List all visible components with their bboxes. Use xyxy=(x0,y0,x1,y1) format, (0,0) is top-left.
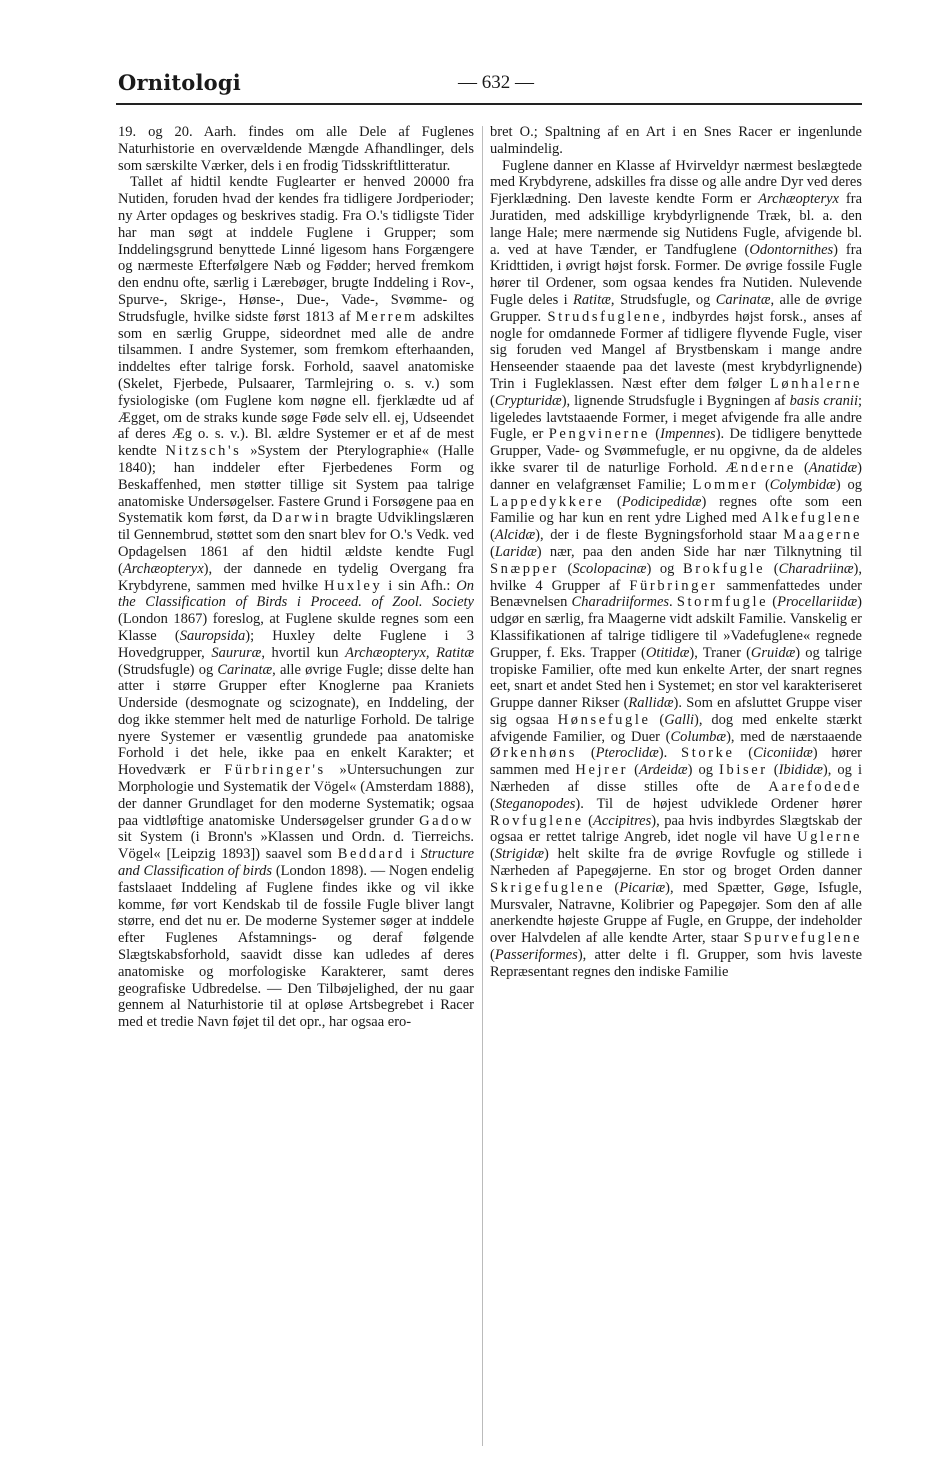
running-title: Ornitologi xyxy=(118,70,241,95)
paragraph: bret O.; Spaltning af en Art i en Snes Racer er ingenlunde ualmindelig. xyxy=(490,124,862,157)
left-column xyxy=(118,124,474,1031)
author-name: Darwin xyxy=(272,510,332,527)
author-name: Merrem xyxy=(355,308,419,325)
page-number: — 632 — xyxy=(458,72,534,93)
author-name: Nitzsch's xyxy=(165,443,242,460)
header-rule xyxy=(116,103,862,105)
paragraph: Fuglene danner en Klasse af Hvirveldyr nærmest beslægtede med Krybdyrene, adskilles fra disse og alle andre Dyr ved deres Fjerklædning. Den laveste kendte Form er Archæopteryx fra Juratiden, med adskillige krybdyrlignende Træk, bl. a. den lange Hale; mere nærmende sig Nutidens Fugle, afvigende bl. a. ved at have Tænder, er Tandfuglene (Odontornithes) fra Kridttiden, i øvrigt højst forsk. Former. De øvrige fossile Fugle hører til Ordener, som ogsaa kendes fra Nutiden. Nulevende Fugle deles i Ratitæ, Strudsfugle, og Carinatæ, alle de øvrige Grupper. Strudsfuglene, indbyrdes højst forsk., anses af nogle for omdannede Former af tidligere flyvende Fugle, viser sig foruden ved Mangel af Brystbenskam i mange andre Henseender staaende paa det laveste (mest krybdyrlignende) Trin i Fugleklassen. Næst efter dem følger Lønhalerne (Crypturidæ), lignende Strudsfugle i Bygningen af basis cranii; ligeledes lavtstaaende Former, i meget afvigende fra alle andre Fugle, er Pengvinerne (Impennes). De tidligere benyttede Grupper, Vade- og Svømmefugle, er nu opgivne, da de aldeles ikke svarer til de naturlige Forhold. Ænderne (Anatidæ) danner en velafgrænset Familie; Lommer (Colymbidæ) og Lappedykkere (Podicipedidæ) regnes ofte som een Familie og har kun en rent ydre Lighed med Alkefuglene (Alcidæ), der i de fleste Bygningsforhold staar Maagerne (Laridæ) nær, paa den anden Side har nær Tilknytning til Snæpper (Scolopacinæ) og Brokfugle (Charadriinæ), hvilke 4 Grupper af Fürbringer sammenfattedes under Benævnelsen Charadriiformes. Stormfugle (Procellariidæ) udgør en særlig, fra Maagerne vidt adskilt Familie. Vanskelig er Klassifikationen af talrige tidligere til »Vadefuglene« regnede Grupper, f. Eks. Trapper (Otitidæ), Traner (Gruidæ) og talrige tropiske Familier, ofte med kun enkelte Arter, der snart regnes eet, snart et andet Sted hen i Systemet; en stor vel karakteriseret Gruppe danner Rikser (Rallidæ). Som en afsluttet Gruppe viser sig ogsaa Hønsefugle (Galli), dog med enkelte stærkt afvigende Familier, og Duer (Columbæ), med de nærstaaende Ørkenhøns (Pteroclidæ). Storke (Ciconiidæ) hører sammen med Hejrer (Ardeidæ) og Ibiser (Ibididæ), og i Nærheden af disse stilles ofte de Aarefodede (Steganopodes). Til de højest udviklede Ordener hører Rovfuglene (Accipitres), paa hvis indbyrdes Slægtskab der ogsaa er rettet talrige Angreb, idet nogle vil have Uglerne (Strigidæ) helt skilte fra de øvrige Rovfugle og stillede i Nærheden af Papegøjerne. En stor og broget Orden danner Skrigefuglene (Picariæ), med Spætter, Gøge, Isfugle, Mursvaler, Natravne, Kolibrier og Papegøjer. Som den af alle anerkendte højeste Gruppe af Fugle, en Gruppe, der indeholder over Halvdelen af alle kendte Arter, staar Spurvefuglene (Passeriformes), atter delte i fl. Grupper, som hvis laveste Repræsentant regnes den indiske Familie xyxy=(490,157,863,980)
author-name: Gadow xyxy=(419,812,474,829)
column-divider xyxy=(482,126,483,1446)
page-header xyxy=(118,66,860,106)
right-column xyxy=(490,124,862,981)
author-name: Fürbringer's xyxy=(224,762,326,779)
paragraph: Tallet af hidtil kendte Fuglearter er henved 20000 fra Nutiden, foruden hvad der kendes fra tidligere Jordperioder; ny Arter opdages og beskrives stadig. Fra O.'s tidligste Tider har man søgt at inddele Fuglene i Grupper; som Inddelingsgrund benyttede Linné ligesom hans Forgængere og nærmeste Efterfølgere Næb og Fødder; herved fremkom den endnu ofte, særlig i Lærebøger, brugte Inddeling i Rov-, Spurve-, Skrige-, Hønse-, Due-, Vade-, Svømme- og Strudsfugle, hvilke sidste først 1813 af Merrem adskiltes som en særlig Gruppe, sideordnet med alle de andre tilsammen. I andre Systemer, som fremkom efterhaanden, inddeltes efter talrige forsk. Forhold, saavel anatomiske (Skelet, Fjerbede, Pulsaarer, Tarmlejring o. s. v.) som fysiologiske (om Fuglene kom nøgne ell. fjerklædte ud af Ægget, om de straks kunde søge Føde selv ell. ej, Udseendet af deres Æg o. s. v.). Bl. ældre Systemer er et af de mest kendte Nitzsch's »System der Pterylographie« (Halle 1840); han inddeler efter Fjerbedenes Form og Beskaffenhed, men støtter tillige sit System paa talrige anatomiske Undersøgelser. Fastere Grund i Forsøgene paa en Systematik kom først, da Darwin bragte Udviklingslæren til Gennembrud, støttet som den snart blev for O.'s Vedk. ved Opdagelsen 1861 af den hidtil ældste kendte Fugl (Archæopteryx), der dannede en tydelig Overgang fra Krybdyrene, sammen med hvilke Huxley i sin Afh.: On the Classification of Birds i Proceed. of Zool. Society (London 1867) foreslog, at Fuglene skulde regnes som een Klasse (Sauropsida); Huxley delte Fuglene i 3 Hovedgrupper, Saururæ, hvortil kun Archæopteryx, Ratitæ (Strudsfugle) og Carinatæ, alle øvrige Fugle; disse delte han atter i større Grupper efter Knoglerne paa Kraniets Underside (desmognate og scizognate), en Inddeling, der dog ikke stemmer helt med de naturlige Forhold. De talrige nyere Systemer er væsentlig grundede paa anatomiske Forhold i det hele, ikke paa en enkelt Karakter; et Hovedværk er Fürbringer's »Untersuchungen zur Morphologie und Systematik der Vögel« (Amsterdam 1888), der danner Grundlaget for den moderne Systematik; ogsaa paa vidtløftige anatomiske Undersøgelser grunder Gadow sit System (i Bronn's »Klassen und Ordn. d. Tierreichs. Vögel« [Leipzig 1893]) saavel som Beddard i Structure and Classification of birds (London 1898). — Nogen endelig fastslaaet Inddeling af Fuglene findes ikke og vil ikke komme, før vort Kendskab til de fossile Fugle bliver langt større, end det nu er. De moderne Systemer søger at inddele efter Fuglenes Afstamnings- og deraf følgende Slægtskabsforhold, saavidt disse kan udledes af deres anatomiske og morfologiske Karakterer, samt deres geografiske Udbredelse. — Den Tilbøjelighed, der nu gaar gennem al Naturhistorie til at opløse Artsbegrebet i Racer med et tredie Navn føjet til det opr., har ogsaa ero- xyxy=(118,174,475,1031)
author-name: Huxley xyxy=(324,577,383,594)
author-name: Beddard xyxy=(337,846,406,863)
paragraph: 19. og 20. Aarh. findes om alle Dele af Fuglenes Naturhistorie en overvældende Mængde Afhandlinger, dels som særskilte Værker, dels i en frodig Tidsskriftlitteratur. xyxy=(118,124,474,174)
